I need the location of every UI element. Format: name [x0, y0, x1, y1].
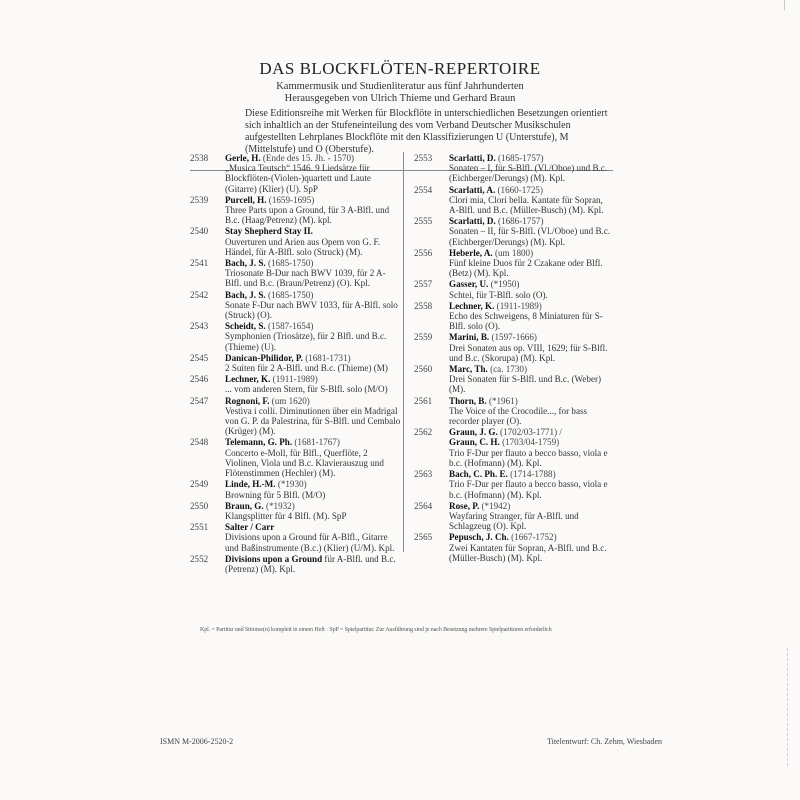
catalog-entry	[414, 532, 614, 563]
work-description: Klangsplitter für 4 Blfl. (M). SpP	[225, 510, 347, 521]
composer-dates: (1685-1757)	[498, 153, 544, 163]
catalog-number: 2565	[414, 532, 433, 543]
composer-dates: (1685-1750)	[267, 258, 314, 269]
catalog-entry	[190, 353, 402, 373]
entry-body	[449, 469, 614, 500]
catalog-column-left	[190, 153, 402, 575]
composer-name: Lechner, K.	[225, 374, 271, 385]
catalog-entry	[414, 364, 614, 395]
catalog-entry	[414, 332, 614, 363]
composer-dates: (*1961)	[488, 395, 518, 406]
composer-dates: (1597-1666)	[491, 332, 537, 343]
work-description: Drei Sonaten aus op. VIII, 1629; für S-Blfl. und B.c. (Skorupa) (M). Kpl.	[449, 342, 608, 363]
catalog-number: 2539	[190, 194, 209, 205]
entry-body	[449, 279, 614, 299]
composer-name: Marini, B.	[449, 332, 490, 343]
catalog-entry	[190, 153, 402, 194]
entry-body	[449, 427, 614, 468]
composer-name: Danican-Philidor, P.	[225, 352, 303, 363]
entry-body	[449, 501, 614, 532]
composer-name: Divisions upon a Ground	[225, 553, 323, 564]
catalog-entry	[414, 185, 614, 216]
entry-body	[449, 185, 614, 216]
work-description: Sonate F-Dur nach BWV 1033, für A-Blfl. solo (Struck) (O).	[225, 299, 398, 321]
catalog-entry	[414, 248, 614, 279]
catalog-number: 2558	[414, 300, 433, 311]
catalog-number: 2552	[190, 553, 209, 564]
catalog-entry	[414, 427, 614, 468]
composer-name: Purcell, H.	[225, 194, 267, 205]
catalog-number: 2543	[190, 321, 209, 332]
composer-dates: (1660-1725)	[497, 184, 543, 195]
composer-name: Scarlatti, D.	[449, 153, 496, 163]
edge-mark	[787, 648, 788, 766]
subtitle-line-2: Herausgegeben von Ulrich Thieme und Gerhard Braun	[284, 93, 516, 104]
entry-body	[449, 396, 614, 427]
entry-body	[449, 301, 614, 332]
work-description: Sonaten – I, für S-Blfl. (Vl./Oboe) und B.c. (Eichberger/Derungs) (M). Kpl.	[449, 163, 608, 184]
work-description: Fünf kleine Duos für 2 Czakane oder Blfl. (Betz) (M). Kpl.	[449, 258, 603, 279]
catalog-entry	[190, 437, 402, 478]
catalog-entry	[190, 479, 402, 499]
catalog-entry	[190, 501, 402, 521]
composer-name: Heberle, A.	[449, 247, 493, 258]
entry-body	[225, 321, 402, 352]
composer-dates: (um 1800)	[494, 247, 534, 258]
work-description: Sonaten – II, für S-Blfl. (Vl./Oboe) und B.c. (Eichberger/Derungs) (M). Kpl.	[449, 226, 611, 247]
work-description: Trio F-Dur per flauto a becco basso, viola e b.c. (Hofmann) (M). Kpl.	[449, 479, 608, 500]
catalog-number: 2557	[414, 279, 433, 290]
composer-name: Marc, Th.	[449, 364, 488, 375]
entry-body	[449, 364, 614, 395]
composer-dates: (1659-1695)	[268, 194, 315, 205]
composer-dates: (1681-1731)	[305, 352, 351, 363]
work-description: Zwei Kantaten für Sopran, A-Blfl. und B.c. (Müller-Busch) (M). Kpl.	[449, 542, 607, 563]
catalog-number: 2549	[190, 479, 209, 490]
column-divider	[403, 152, 404, 552]
work-description: Echo des Schweigens, 8 Miniaturen für S-Blfl. solo (O).	[449, 311, 603, 332]
catalog-number: 2562	[414, 427, 433, 438]
catalog-number: 2551	[190, 522, 209, 533]
catalog-entry	[414, 396, 614, 427]
composer-dates: (1714-1788)	[510, 469, 556, 480]
catalog-number: 2547	[190, 395, 209, 406]
catalog-entry	[190, 374, 402, 394]
composer-name: Rose, P.	[449, 500, 480, 511]
catalog-number: 2553	[414, 153, 433, 163]
entry-body	[225, 374, 402, 394]
composer-name: Scarlatti, D.	[449, 216, 496, 227]
catalog-entry	[190, 258, 402, 289]
entry-body	[225, 396, 402, 437]
composer-dates: (1911-1989)	[496, 300, 542, 311]
composer-dates: (1703/04-1759)	[502, 437, 560, 448]
entry-body	[225, 258, 402, 289]
work-description: Vestiva i colli. Diminutionen über ein Madrigal von G. P. da Palestrina, für S-Blfl. und Cembalo (Krüger) (M).	[225, 405, 401, 437]
entry-body	[225, 437, 402, 478]
catalog-number: 2556	[414, 247, 433, 258]
page-title: DAS BLOCKFLÖTEN-REPERTOIRE	[259, 59, 541, 78]
composer-dates: (1702/03-1771) /	[500, 427, 562, 438]
composer-name: Bach, J. S.	[225, 258, 266, 269]
composer-dates: (Ende des 15. Jh. - 1570)	[262, 153, 355, 163]
composer-name: Thorn, B.	[449, 395, 487, 406]
composer-dates: (1667-1752)	[511, 532, 557, 543]
composer-name: Bach, J. S.	[225, 289, 266, 300]
composer-dates: (1686-1757)	[498, 216, 544, 227]
catalog-number: 2559	[414, 332, 433, 343]
work-description: Clori mia, Clori bella. Kantate für Sopran, A-Blfl. und B.c. (Müller-Busch) (M). Kpl.	[449, 194, 604, 216]
entry-body	[225, 501, 402, 521]
composer-dates: (1911-1989)	[272, 374, 318, 385]
catalog-entry	[414, 153, 614, 184]
composer-name: Graun, C. H.	[449, 437, 500, 448]
composer-dates: (1587-1654)	[267, 321, 314, 332]
composer-dates: (um 1620)	[271, 395, 310, 406]
catalog-entry	[190, 396, 402, 437]
catalog-entry	[190, 195, 402, 226]
composer-dates: (*1950)	[490, 279, 520, 290]
work-description: für A-Blfl. und B.c. (Petrenz) (M). Kpl.	[225, 553, 396, 574]
work-description: Trio F-Dur per flauto a becco basso, viola e b.c. (Hofmann) (M). Kpl.	[449, 447, 608, 468]
composer-name: Pepusch, J. Ch.	[449, 532, 509, 543]
work-description: 2 Suiten für 2 A-Blfl. und B.c. (Thieme) (M)	[225, 363, 388, 374]
catalog-number: 2555	[414, 216, 433, 227]
catalog-number: 2563	[414, 469, 433, 480]
catalog-number: 2548	[190, 437, 209, 448]
composer-name: Scarlatti, A.	[449, 184, 496, 195]
catalog-column-right	[414, 153, 614, 564]
composer-dates: (*1932)	[265, 500, 295, 511]
entry-body	[225, 353, 402, 373]
edge-tick	[784, 0, 785, 10]
design-credit: Titelentwurf: Ch. Zehm, Wiesbaden	[547, 737, 662, 746]
entry-body	[225, 226, 402, 257]
catalog-number: 2538	[190, 153, 209, 163]
catalog-entry	[414, 216, 614, 247]
ismn-number: ISMN M-2006-2520-2	[160, 737, 234, 746]
intro-paragraph: Diese Editionsreihe mit Werken für Blockflöte in unterschiedlichen Besetzungen orientiert sich inhaltlich an der Stufeneinteilung des vom Verband Deutscher Musikschulen aufgestellten Lehrplanes Blockflöte mit den Klassifizierungen U (Unterstufe), M (Mittelstufe) und O (Oberstufe).	[245, 108, 608, 155]
entry-body	[449, 248, 614, 279]
catalog-entry	[190, 522, 402, 553]
composer-name: Graun, J. G.	[449, 427, 498, 438]
entry-body	[225, 554, 402, 574]
work-description: Three Parts upon a Ground, für 3 A-Blfl. und B.c. (Haag/Petrenz) (M). kpl.	[225, 205, 390, 226]
entry-body	[225, 195, 402, 226]
entry-body	[225, 479, 402, 499]
entry-body	[449, 216, 614, 247]
catalog-entry	[414, 469, 614, 500]
catalog-number: 2542	[190, 289, 209, 300]
entry-body	[449, 153, 614, 184]
catalog-number: 2541	[190, 258, 209, 269]
subtitle-line-1: Kammermusik und Studienliteratur aus fünf Jahrhunderten	[276, 81, 524, 92]
composer-name: Gasser, U.	[449, 279, 489, 290]
work-description: Browning für 5 Blfl. (M/O)	[225, 489, 326, 500]
catalog-number: 2546	[190, 374, 209, 385]
composer-name: Stay Shepherd Stay II.	[225, 226, 313, 237]
work-description: Symphonien (Triosätze), für 2 Blfl. und B.c. (Thieme) (U).	[225, 331, 387, 352]
work-description: Concerto e-Moll, für Blfl., Querflöte, 2 Violinen, Viola und B.c. Klavierauszug und Flötenstimmen (Hechler) (M).	[225, 447, 384, 479]
catalog-number: 2554	[414, 184, 433, 195]
composer-dates: (ca. 1730)	[490, 364, 527, 375]
composer-dates: (*1930)	[277, 479, 307, 490]
catalog-entry	[190, 290, 402, 321]
entry-body	[449, 532, 614, 563]
composer-dates: (1681-1767)	[294, 437, 340, 448]
abbreviation-footnote: Kpl. = Partitur und Stimme(n) komplett in einem Heft · SpP = Spielpartitur. Zur Ausführung sind je nach Besetzung mehrere Spielpartituren erforderlich	[200, 627, 552, 633]
composer-dates: (*1942)	[481, 500, 511, 511]
catalog-entry	[190, 554, 402, 574]
composer-name: Salter / Carr	[225, 522, 275, 533]
work-description: Schtei, für T-Blfl. solo (O).	[449, 289, 548, 300]
work-description: „Musica Teutsch“ 1546. 9 Liedsätze für Blockflöten-(Violen-)quartett und Laute (Gitarre) (Klier) (U). SpP	[225, 163, 371, 194]
entry-body	[225, 290, 402, 321]
catalog-number: 2560	[414, 364, 433, 375]
work-description: ... vom anderen Stern, für S-Blfl. solo (M/O)	[225, 384, 388, 395]
entry-body	[225, 522, 402, 553]
catalog-entry	[190, 226, 402, 257]
work-description: Triosonate B-Dur nach BWV 1039, für 2 A-Blfl. und B.c. (Braun/Petrenz) (O). Kpl.	[225, 268, 386, 289]
work-description: Wayfaring Stranger, für A-Blfl. und Schlagzeug (O). Kpl.	[449, 510, 579, 532]
catalog-entry	[414, 301, 614, 332]
entry-body	[225, 153, 402, 194]
catalog-number: 2561	[414, 395, 433, 406]
work-description: Drei Sonaten für S-Blfl. und B.c. (Weber) (M).	[449, 374, 602, 395]
composer-name: Bach, C. Ph. E.	[449, 469, 508, 480]
work-description: The Voice of the Crocodile..., for bass recorder player (O).	[449, 405, 588, 427]
entry-body	[449, 332, 614, 363]
composer-name: Gerle, H.	[225, 153, 261, 163]
composer-name: Telemann, G. Ph.	[225, 437, 293, 448]
catalog-number: 2540	[190, 226, 209, 237]
catalog-number: 2550	[190, 500, 209, 511]
catalog-entry	[414, 501, 614, 532]
composer-name: Rognoni, F.	[225, 395, 270, 406]
composer-name: Braun, G.	[225, 500, 264, 511]
composer-name: Lechner, K.	[449, 300, 495, 311]
catalog-entry	[414, 279, 614, 299]
composer-dates: (1685-1750)	[267, 289, 314, 300]
catalog-entry	[190, 321, 402, 352]
catalog-number: 2564	[414, 500, 433, 511]
composer-name: Scheidt, S.	[225, 321, 266, 332]
work-description: Divisions upon a Ground für A-Blfl., Gitarre und Baßinstrumente (B.c.) (Klier) (U/M). Kpl.	[225, 532, 395, 553]
catalog-number: 2545	[190, 352, 209, 363]
work-description: Ouverturen und Arien aus Opern von G. F. Händel, für A-Blfl. solo (Struck) (M).	[225, 236, 381, 257]
composer-name: Linde, H.-M.	[225, 479, 276, 490]
